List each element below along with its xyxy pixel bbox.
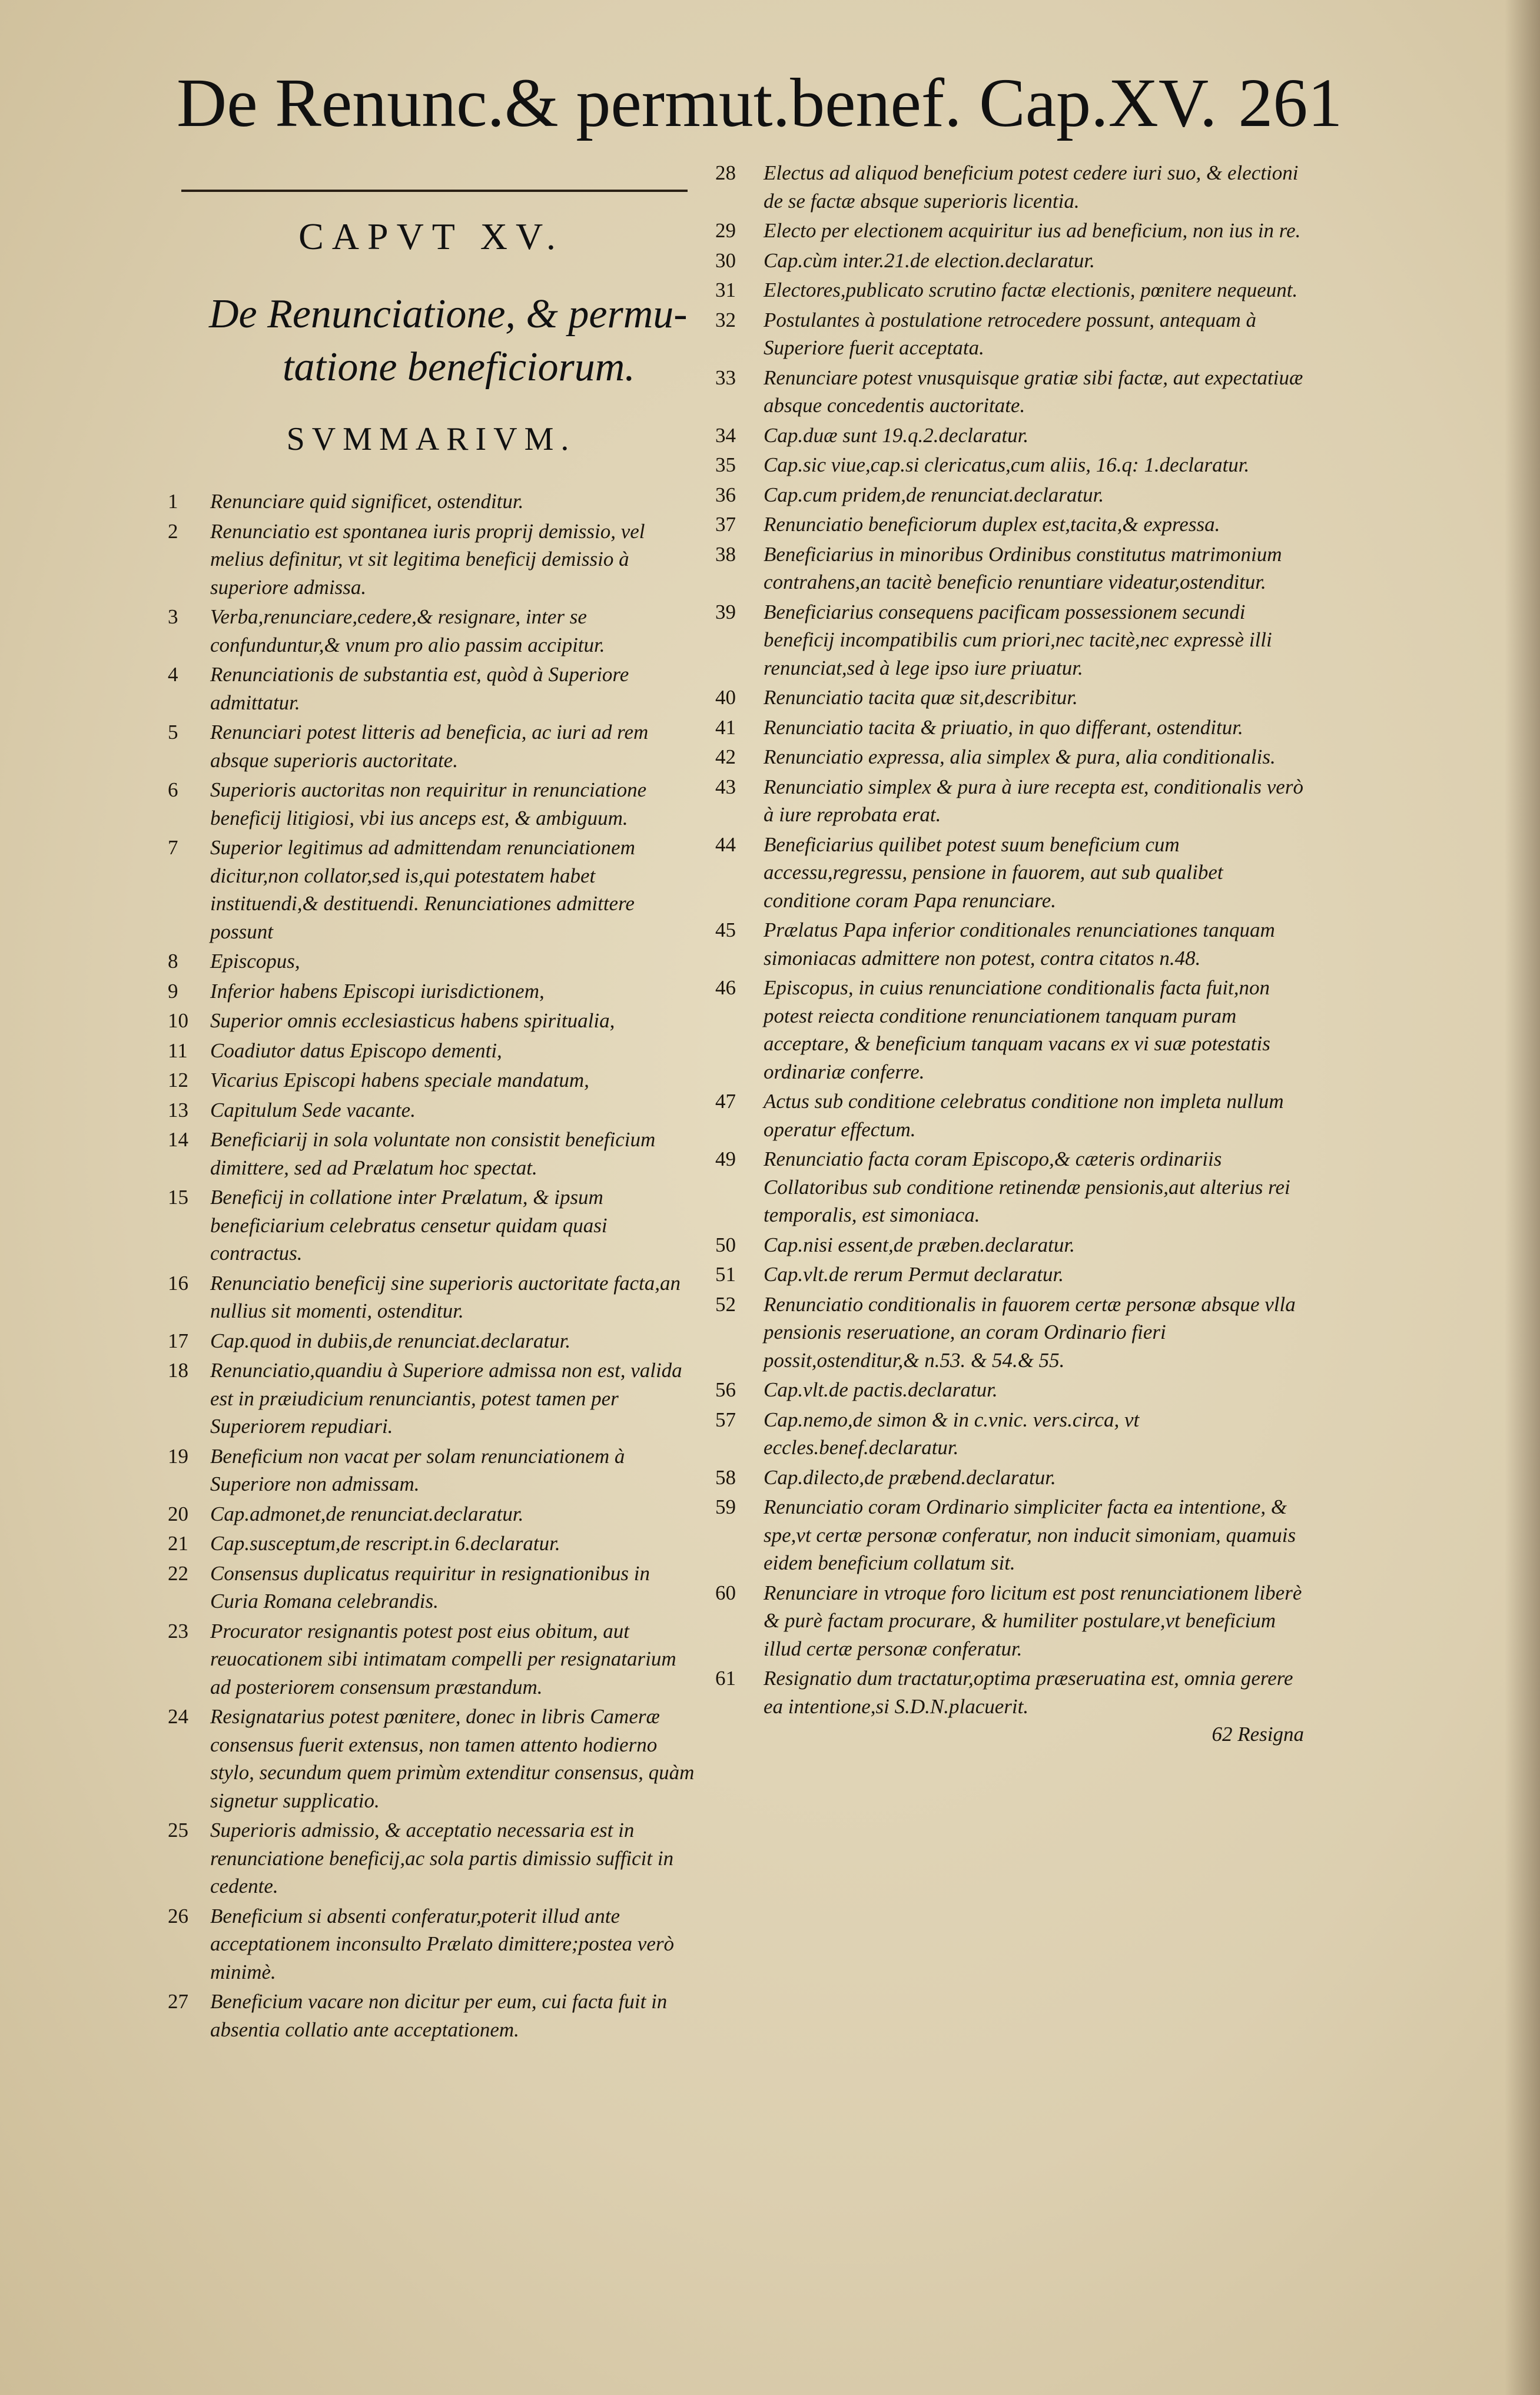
entry-text: Vicarius Episcopi habens speciale mandatum, — [210, 1069, 589, 1092]
entry-text: Consensus duplicatus requiritur in resignationibus in Curia Romana celebrandis. — [210, 1561, 650, 1613]
entry-text: Renunciatio expressa, alia simplex & pura, alia conditionalis. — [764, 745, 1276, 768]
entry-text: Cap.quod in dubiis,de renunciat.declaratur. — [210, 1329, 571, 1352]
entry-number: 21 — [168, 1532, 188, 1555]
entry-number: 61 — [715, 1667, 736, 1690]
entry-text: Cap.admonet,de renunciat.declaratur. — [210, 1502, 524, 1525]
summary-entry — [715, 1464, 1310, 1492]
summary-entry — [168, 1269, 695, 1325]
summary-entry — [168, 1037, 695, 1065]
summary-entry — [168, 1007, 695, 1035]
entry-number: 60 — [715, 1581, 736, 1604]
entry-text: Renunciatio est spontanea iuris proprij demissio, vel melius definitur, vt sit legitima beneficij demissio à superiore admissa. — [210, 519, 645, 599]
entry-text: Beneficium si absenti conferatur,poterit illud ante acceptationem inconsulto Prælato dimittere;postea verò minimè. — [210, 1904, 674, 1983]
summary-entry — [715, 1291, 1310, 1375]
entry-text: Capitulum Sede vacante. — [210, 1098, 416, 1122]
entry-number: 16 — [168, 1271, 188, 1295]
entry-number: 18 — [168, 1359, 188, 1382]
entry-text: Cap.nemo,de simon & in c.vnic. vers.circa, vt eccles.benef.declaratur. — [764, 1408, 1140, 1459]
summary-entry — [715, 159, 1310, 215]
entry-number: 41 — [715, 715, 736, 739]
entry-text: Inferior habens Episcopi iurisdictionem, — [210, 979, 545, 1003]
entry-number: 47 — [715, 1090, 736, 1113]
summary-entry — [715, 481, 1310, 509]
entry-text: Renunciare quid significet, ostenditur. — [210, 490, 524, 513]
chapter-title — [209, 288, 695, 394]
summary-list-right — [715, 159, 1310, 1720]
summary-entry — [715, 1145, 1310, 1229]
running-head-text: De Renunc.& permut.benef. Cap.XV. — [177, 64, 1217, 141]
entry-number: 57 — [715, 1408, 736, 1431]
page-number: 261 — [1238, 64, 1343, 141]
catchword: 62 Resigna — [1212, 1723, 1304, 1746]
entry-number: 1 — [168, 490, 178, 513]
entry-number: 17 — [168, 1329, 188, 1352]
entry-text: Resignatio dum tractatur,optima præseruatina est, omnia gerere ea intentione,si S.D.N.placuerit. — [764, 1667, 1293, 1718]
entry-text: Beneficium non vacat per solam renunciationem à Superiore non admissam. — [210, 1444, 625, 1495]
entry-text: Renunciari potest litteris ad beneficia, ac iuri ad rem absque superioris auctoritate. — [210, 721, 649, 772]
entry-number: 43 — [715, 775, 736, 798]
summary-entry — [168, 1902, 695, 1986]
summary-entry — [715, 1664, 1310, 1720]
entry-text: Renunciatio beneficiorum duplex est,tacita,& expressa. — [764, 513, 1220, 536]
entry-text: Beneficiarius quilibet potest suum beneficium cum accessu,regressu, pensione in fauorem, aut sub qualibet conditione coram Papa renunciare. — [764, 832, 1223, 912]
entry-text: Electores,publicato scrutino factæ electionis, pœnitere nequeunt. — [764, 278, 1298, 301]
summary-entry — [168, 1066, 695, 1094]
entry-text: Procurator resignantis potest post eius obitum, aut reuocationem sibi intimatam compelli per resignatarium ad posteriorem consensum præstandum. — [210, 1619, 676, 1699]
header-rule — [181, 190, 688, 192]
chapter-title-line2: tatione beneficiorum. — [283, 344, 635, 390]
summary-entry — [168, 947, 695, 976]
entry-text: Cap.cum pridem,de renunciat.declaratur. — [764, 483, 1104, 506]
summary-entry — [168, 977, 695, 1006]
entry-text: Renunciatio facta coram Episcopo,& cæteris ordinariis Collatoribus sub conditione retinendæ pensionis,aut alterius rei temporalis, est simoniaca. — [764, 1147, 1290, 1226]
entry-number: 31 — [715, 278, 736, 301]
summary-entry — [168, 1530, 695, 1558]
entry-number: 8 — [168, 950, 178, 973]
entry-number: 9 — [168, 979, 178, 1003]
summary-entry — [168, 1126, 695, 1182]
summary-entry — [168, 834, 695, 946]
entry-text: Beneficiarius consequens pacificam possessionem secundi beneficij incompatibilis cum priori,nec tacitè,nec expressè illi renunciat,sed à lege ipso iure priuatur. — [764, 600, 1272, 679]
page-header — [177, 59, 1343, 159]
entry-number: 28 — [715, 161, 736, 184]
entry-text: Cap.nisi essent,de præben.declaratur. — [764, 1233, 1075, 1256]
entry-number: 42 — [715, 745, 736, 768]
entry-number: 40 — [715, 686, 736, 709]
summary-entry — [715, 1087, 1310, 1143]
summary-entry — [715, 510, 1310, 539]
entry-number: 13 — [168, 1098, 188, 1122]
entry-number: 25 — [168, 1819, 188, 1842]
summary-entry — [715, 422, 1310, 450]
summary-entry — [168, 1560, 695, 1616]
entry-number: 34 — [715, 423, 736, 447]
entry-text: Electo per electionem acquiritur ius ad beneficium, non ius in re. — [764, 219, 1301, 242]
summary-entry — [715, 831, 1310, 915]
entry-text: Beneficiarius in minoribus Ordinibus constitutus matrimonium contrahens,an tacitè beneficio renuntiare videatur,ostenditur. — [764, 542, 1282, 593]
entry-text: Renunciatio beneficij sine superioris auctoritate facta,an nullius sit momenti, ostenditur. — [210, 1271, 681, 1322]
summary-entry — [168, 1703, 695, 1815]
summary-entry — [168, 1442, 695, 1498]
entry-text: Renunciare in vtroque foro licitum est post renunciationem liberè & purè factam procurare, & humiliter postulare,vt beneficium illud certæ personæ conferatur. — [764, 1581, 1302, 1660]
entry-number: 2 — [168, 519, 178, 543]
summary-entry — [715, 684, 1310, 712]
entry-number: 26 — [168, 1904, 188, 1928]
entry-number: 12 — [168, 1069, 188, 1092]
entry-number: 39 — [715, 600, 736, 623]
summary-entry — [715, 1579, 1310, 1663]
entry-number: 36 — [715, 483, 736, 506]
entry-text: Cap.sic viue,cap.si clericatus,cum aliis, 16.q: 1.declaratur. — [764, 453, 1250, 476]
entry-text: Coadiutor datus Episcopo dementi, — [210, 1039, 502, 1062]
entry-number: 5 — [168, 721, 178, 744]
entry-text: Renunciatio tacita & priuatio, in quo differant, ostenditur. — [764, 715, 1243, 739]
summary-entry — [715, 916, 1310, 972]
summary-entry — [715, 217, 1310, 245]
entry-number: 44 — [715, 832, 736, 856]
entry-number: 49 — [715, 1147, 736, 1170]
summary-entry — [715, 451, 1310, 479]
entry-number: 50 — [715, 1233, 736, 1256]
entry-number: 56 — [715, 1378, 736, 1401]
entry-number: 3 — [168, 605, 178, 628]
summary-entry — [715, 1231, 1310, 1259]
summary-entry — [715, 714, 1310, 742]
chapter-heading: CAPVT XV. — [298, 215, 564, 257]
entry-text: Renunciatio simplex & pura à iure recepta est, conditionalis verò à iure reprobata erat. — [764, 775, 1303, 826]
entry-text: Cap.vlt.de rerum Permut declaratur. — [764, 1263, 1064, 1286]
summary-entry — [168, 776, 695, 832]
summary-entry — [168, 661, 695, 716]
summary-entry — [168, 1988, 695, 2044]
summary-entry — [168, 1816, 695, 1900]
entry-number: 33 — [715, 366, 736, 389]
entry-text: Electus ad aliquod beneficium potest cedere iuri suo, & electioni de se factæ absque superioris licentia. — [764, 161, 1299, 213]
entry-text: Renunciatio tacita quæ sit,describitur. — [764, 686, 1078, 709]
summary-entry — [168, 603, 695, 659]
entry-number: 59 — [715, 1495, 736, 1518]
entry-number: 22 — [168, 1561, 188, 1585]
running-head — [177, 59, 1342, 147]
summary-entry — [168, 1327, 695, 1355]
summary-entry — [168, 1183, 695, 1268]
entry-text: Prælatus Papa inferior conditionales renunciationes tanquam simoniacas admittere non potest, contra citatos n.48. — [764, 918, 1275, 970]
summary-entry — [715, 306, 1310, 362]
page-gutter — [1505, 0, 1540, 2395]
entry-text: Cap.dilecto,de præbend.declaratur. — [764, 1465, 1056, 1489]
entry-text: Postulantes à postulatione retrocedere possunt, antequam à Superiore fuerit acceptata. — [764, 308, 1256, 359]
summary-entry — [168, 1356, 695, 1441]
entry-number: 37 — [715, 513, 736, 536]
entry-number: 4 — [168, 663, 178, 686]
summary-entry — [715, 276, 1310, 304]
entry-number: 14 — [168, 1128, 188, 1151]
chapter-title-line1: De Renunciatione, & permu- — [209, 291, 688, 337]
entry-text: Verba,renunciare,cedere,& resignare, inter se confunduntur,& vnum pro alio passim accipitur. — [210, 605, 605, 656]
entry-text: Resignatarius potest pœnitere, donec in libris Cameræ consensus fuerit extensus, non tamen attento hodierno stylo, secundum quem primùm extenditur consensus, quàm signetur supplicatio. — [210, 1705, 695, 1812]
entry-number: 11 — [168, 1039, 188, 1062]
summary-entry — [168, 718, 695, 774]
entry-text: Actus sub conditione celebratus conditione non impleta nullum operatur effectum. — [764, 1090, 1284, 1141]
entry-text: Episcopus, in cuius renunciatione conditionalis facta fuit,non potest reiecta conditione renunciationem tanquam puram acceptare, & beneficium tanquam vacans ex vi suæ potestatis ordinariæ conferre. — [764, 976, 1270, 1083]
summary-entry — [168, 1500, 695, 1528]
left-column — [168, 209, 695, 2045]
summary-entry — [168, 487, 695, 516]
summary-entry — [168, 1096, 695, 1124]
entry-number: 38 — [715, 542, 736, 566]
entry-text: Superior omnis ecclesiasticus habens spiritualia, — [210, 1009, 615, 1032]
entry-number: 27 — [168, 1990, 188, 2013]
entry-number: 29 — [715, 219, 736, 242]
entry-number: 15 — [168, 1186, 188, 1209]
summary-entry — [715, 1376, 1310, 1404]
entry-number: 7 — [168, 836, 178, 859]
entry-text: Renunciatio coram Ordinario simpliciter facta ea intentione, & spe,vt certæ personæ conferatur, non inducit simoniam, quamuis eidem beneficium collatum sit. — [764, 1495, 1296, 1574]
entry-number: 6 — [168, 778, 178, 801]
entry-number: 35 — [715, 453, 736, 476]
entry-text: Superioris admissio, & acceptatio necessaria est in renunciatione beneficij,ac sola partis dimissio sufficit in cedente. — [210, 1819, 674, 1898]
entry-number: 51 — [715, 1263, 736, 1286]
entry-number: 30 — [715, 248, 736, 272]
summary-entry — [715, 1406, 1310, 1462]
entry-text: Renunciationis de substantia est, quòd à Superiore admittatur. — [210, 663, 629, 714]
entry-text: Cap.vlt.de pactis.declaratur. — [764, 1378, 998, 1401]
entry-number: 45 — [715, 918, 736, 941]
entry-text: Beneficiarij in sola voluntate non consistit beneficium dimittere, sed ad Prælatum hoc spectat. — [210, 1128, 656, 1179]
entry-text: Renunciatio conditionalis in fauorem certæ personæ absque vlla pensionis reseruatione, an coram Ordinario fieri possit,ostenditur,& n.53. & 54.& 55. — [764, 1292, 1296, 1372]
entry-text: Superior legitimus ad admittendam renunciationem dicitur,non collator,sed is,qui potestatem habet instituendi,& destituendi. Renunciationes admittere possunt — [210, 836, 635, 943]
entry-text: Episcopus, — [210, 950, 300, 973]
entry-text: Cap.susceptum,de rescript.in 6.declaratur. — [210, 1532, 560, 1555]
summary-entry — [715, 540, 1310, 596]
entry-number: 20 — [168, 1502, 188, 1525]
summary-list-left — [168, 487, 695, 2044]
summary-entry — [715, 1493, 1310, 1577]
summary-entry — [168, 518, 695, 602]
summary-entry — [168, 1617, 695, 1701]
entry-text: Cap.cùm inter.21.de election.declaratur. — [764, 248, 1095, 272]
entry-number: 58 — [715, 1465, 736, 1489]
entry-text: Cap.duæ sunt 19.q.2.declaratur. — [764, 423, 1029, 447]
summary-entry — [715, 974, 1310, 1086]
entry-text: Renunciatio,quandiu à Superiore admissa non est, valida est in præiudicium renunciantis, potest tamen per Superiorem repudiari. — [210, 1359, 682, 1438]
entry-text: Beneficium vacare non dicitur per eum, cui facta fuit in absentia collatio ante acceptationem. — [210, 1990, 668, 2041]
summary-entry — [715, 247, 1310, 275]
summary-entry — [715, 1260, 1310, 1289]
entry-text: Beneficij in collatione inter Prælatum, & ipsum beneficiarium celebratus censetur quidam quasi contractus. — [210, 1186, 608, 1265]
summary-entry — [715, 598, 1310, 682]
summary-entry — [715, 743, 1310, 771]
entry-number: 46 — [715, 976, 736, 999]
summary-heading: SVMMARIVM. — [286, 421, 576, 457]
entry-number: 52 — [715, 1292, 736, 1316]
entry-number: 10 — [168, 1009, 188, 1032]
right-column — [715, 159, 1310, 1746]
entry-text: Superioris auctoritas non requiritur in renunciatione beneficij litigiosi, vbi ius anceps est, & ambiguum. — [210, 778, 647, 830]
entry-number: 32 — [715, 308, 736, 331]
entry-number: 23 — [168, 1619, 188, 1643]
entry-text: Renunciare potest vnusquisque gratiæ sibi factæ, aut expectatiuæ absque concedentis auctoritate. — [764, 366, 1303, 417]
summary-entry — [715, 364, 1310, 420]
entry-number: 24 — [168, 1705, 188, 1728]
summary-entry — [715, 773, 1310, 829]
entry-number: 19 — [168, 1444, 188, 1468]
